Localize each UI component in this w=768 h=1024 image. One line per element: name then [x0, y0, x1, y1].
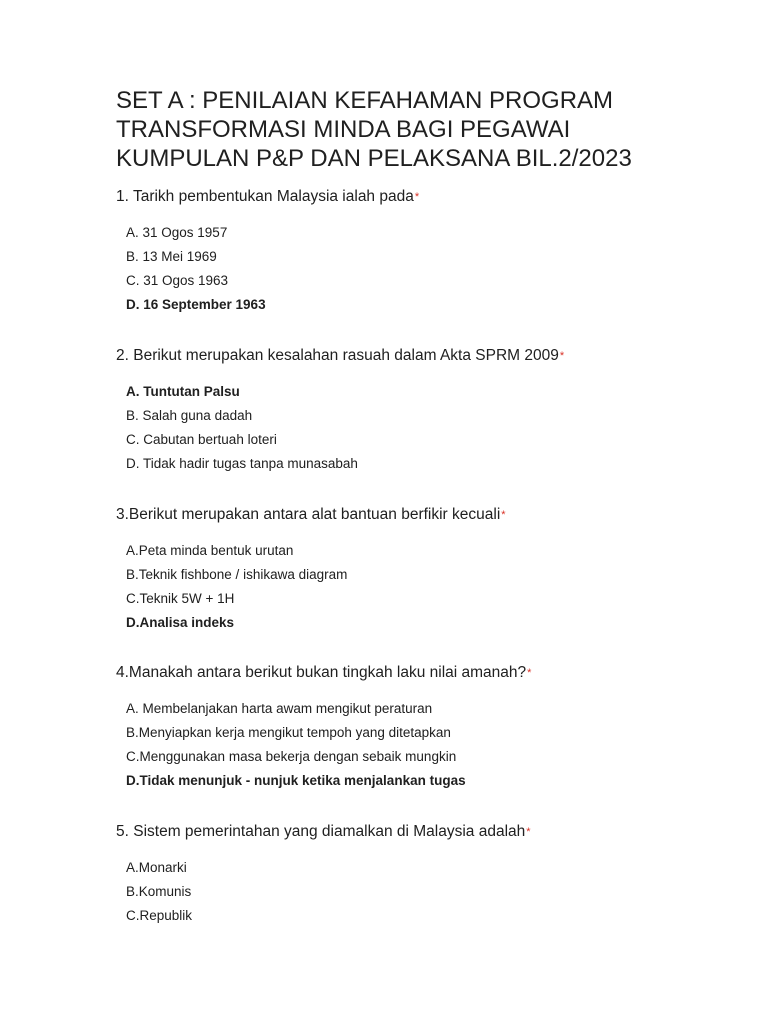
question-5-text	[116, 822, 531, 842]
question-1-option-d-answer: D. 16 September 1963	[126, 297, 266, 312]
question-1-option-a: A. 31 Ogos 1957	[126, 225, 228, 240]
question-4-text	[116, 663, 531, 683]
question-2-text	[116, 346, 564, 366]
question-3-option-b: B.Teknik fishbone / ishikawa diagram	[126, 567, 348, 582]
question-label: 4.Manakah antara berikut bukan tingkah laku nilai amanah?	[116, 664, 527, 681]
question-3-option-a: A.Peta minda bentuk urutan	[126, 543, 294, 558]
title-line-1: SET A : PENILAIAN KEFAHAMAN PROGRAM	[116, 87, 614, 114]
question-5-option-b: B.Komunis	[126, 884, 192, 899]
question-1-option-b: B. 13 Mei 1969	[126, 249, 217, 264]
question-5-option-a: A.Monarki	[126, 860, 187, 875]
question-2-option-c: C. Cabutan bertuah loteri	[126, 432, 277, 447]
required-marker: *	[559, 350, 565, 362]
question-1-text	[116, 187, 419, 207]
question-3-option-d-answer: D.Analisa indeks	[126, 615, 235, 630]
required-marker: *	[527, 667, 532, 679]
title-line-2: TRANSFORMASI MINDA BAGI PEGAWAI	[116, 116, 571, 143]
page-title	[116, 86, 736, 173]
question-label: 3.Berikut merupakan antara alat bantuan berfikir kecuali	[116, 506, 501, 523]
question-4-option-a: A. Membelanjakan harta awam mengikut peraturan	[126, 701, 433, 716]
question-2-option-a-answer: A. Tuntutan Palsu	[126, 384, 240, 399]
question-4-option-d-answer: D.Tidak menunjuk - nunjuk ketika menjalankan tugas	[126, 773, 466, 788]
title-line-3: KUMPULAN P&P DAN PELAKSANA BIL.2/2023	[116, 145, 632, 172]
question-3-text	[116, 505, 506, 525]
required-marker: *	[501, 509, 506, 521]
question-5-option-c: C.Republik	[126, 908, 193, 923]
question-label: 2. Berikut merupakan kesalahan rasuah dalam Akta SPRM 2009	[116, 347, 559, 364]
question-4-option-b: B.Menyiapkan kerja mengikut tempoh yang ditetapkan	[126, 725, 451, 740]
question-1-option-c: C. 31 Ogos 1963	[126, 273, 229, 288]
question-2-option-d: D. Tidak hadir tugas tanpa munasabah	[126, 456, 358, 471]
required-marker: *	[526, 826, 531, 838]
question-label: 5. Sistem pemerintahan yang diamalkan di Malaysia adalah	[116, 823, 526, 840]
question-2-option-b: B. Salah guna dadah	[126, 408, 253, 423]
question-4-option-c: C.Menggunakan masa bekerja dengan sebaik mungkin	[126, 749, 457, 764]
required-marker: *	[414, 191, 420, 203]
question-label: 1. Tarikh pembentukan Malaysia ialah pada	[116, 188, 414, 205]
question-3-option-c: C.Teknik 5W + 1H	[126, 591, 235, 606]
